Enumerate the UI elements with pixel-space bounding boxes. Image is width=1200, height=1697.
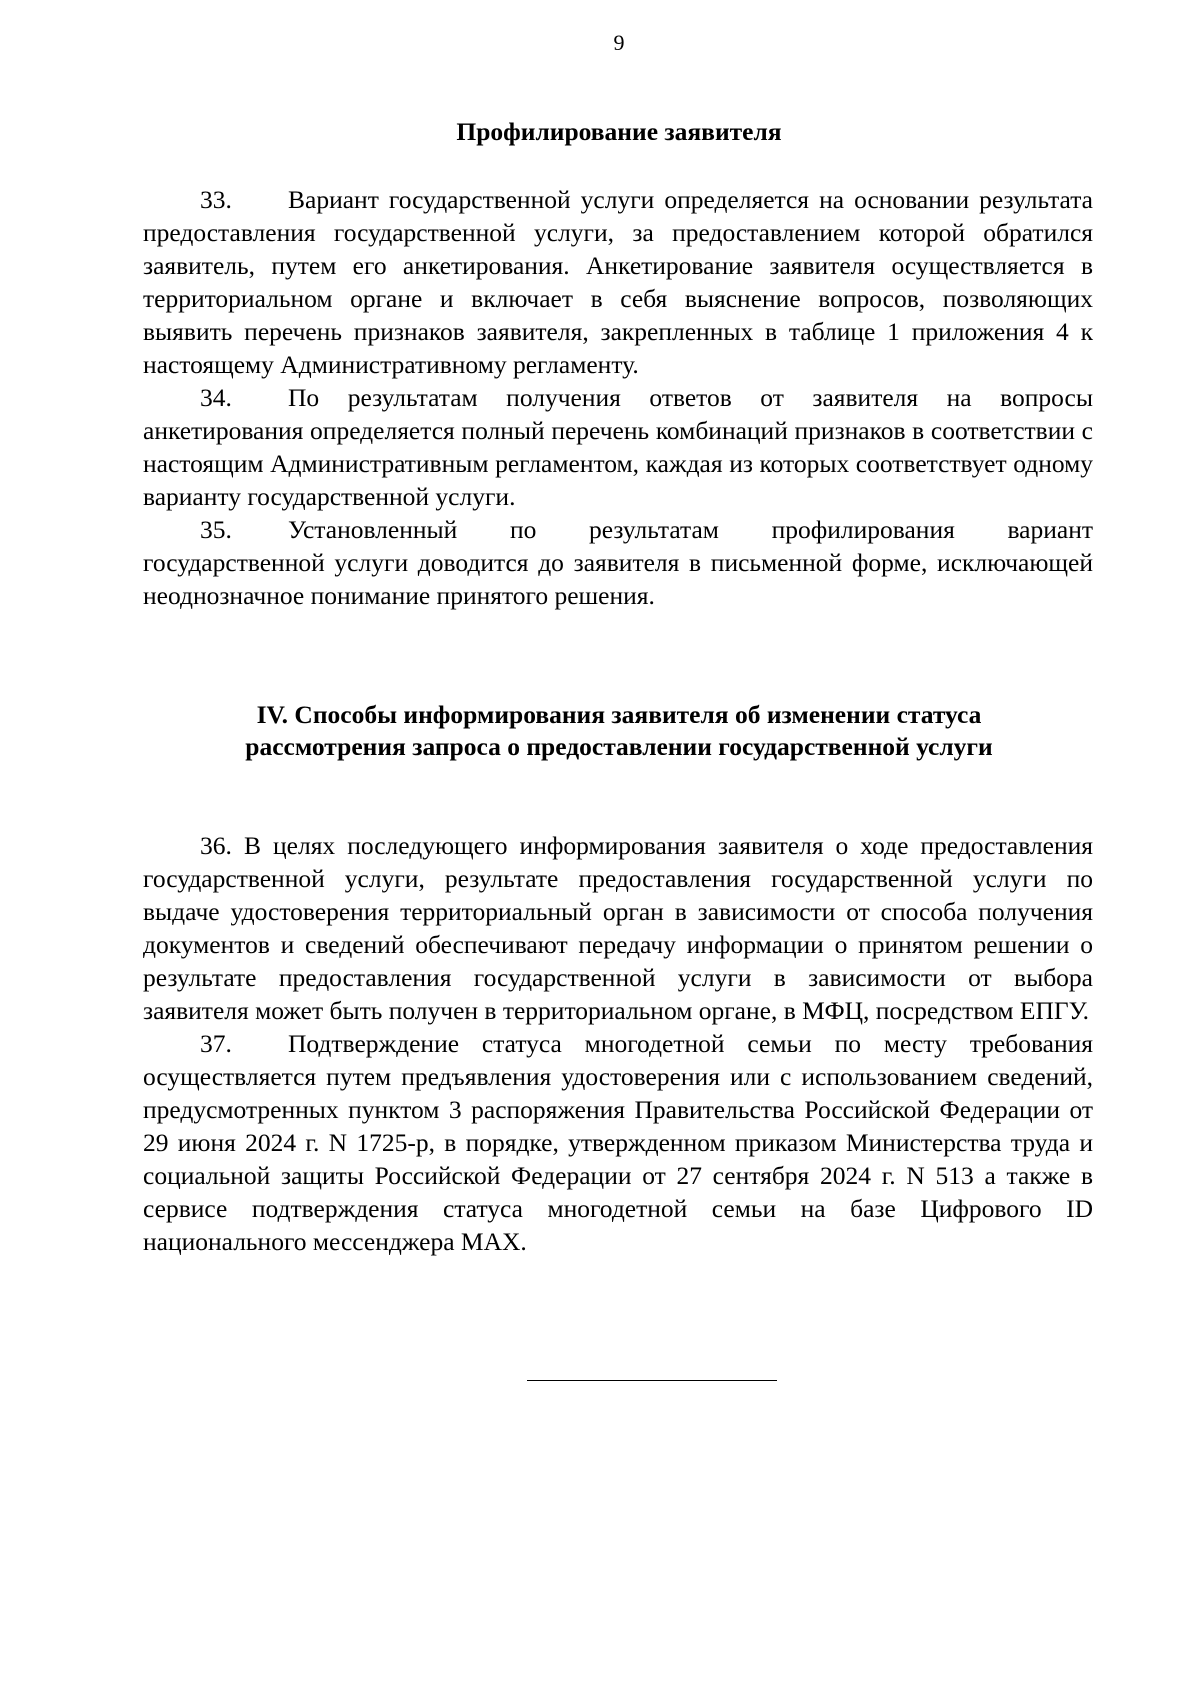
paragraph-35 (143, 513, 1093, 612)
informing-paragraphs (143, 829, 1093, 1258)
paragraph-33 (143, 183, 1093, 381)
paragraph-text: В целях последующего информирования заявителя о ходе предоставления государственной услуги, результате предоставления государственной услуги по выдаче удостоверения территориальный орган в зависимости от способа получения документов и сведений обеспечивают передачу информации о принятом решении о результате предоставления государственной услуги в зависимости от выбора заявителя может быть получен в территориальном органе, в МФЦ, посредством ЕПГУ. (143, 831, 1093, 1025)
paragraph-text: Установленный по результатам профилирования вариант государственной услуги доводится до заявителя в письменной форме, исключающей неоднозначное понимание принятого решения. (143, 515, 1093, 610)
profiling-paragraphs (143, 183, 1093, 612)
paragraph-number: 33. (200, 185, 232, 214)
section-heading-iv-line-1: IV. Способы информирования заявителя об изменении статуса (256, 700, 982, 729)
paragraph-number: 35. (200, 515, 232, 544)
paragraph-34 (143, 381, 1093, 513)
paragraph-text: По результатам получения ответов от заявителя на вопросы анкетирования определяется полный перечень комбинаций признаков в соответствии с настоящим Административным регламентом, каждая из которых соответствует одному варианту государственной услуги. (143, 383, 1093, 511)
page-number: 9 (613, 30, 625, 55)
paragraph-text: Вариант государственной услуги определяется на основании результата предоставления государственной услуги, за предоставлением которой обратился заявитель, путем его анкетирования. Анкетирование заявителя осуществляется в территориальном органе и включает в себя выяснение вопросов, позволяющих выявить перечень признаков заявителя, закрепленных в таблице 1 приложения 4 к настоящему Административному регламенту. (143, 185, 1093, 379)
end-separator-line (527, 1380, 777, 1381)
paragraph-text: Подтверждение статуса многодетной семьи по месту требования осуществляется путем предъявления удостоверения или с использованием сведений, предусмотренных пунктом 3 распоряжения Правительства Российской Федерации от 29 июня 2024 г. N 1725-р, в порядке, утвержденном приказом Министерства труда и социальной защиты Российской Федерации от 27 сентября 2024 г. N 513 а также в сервисе подтверждения статуса многодетной семьи на базе Цифрового ID национального мессенджера MAX. (143, 1029, 1093, 1256)
paragraph-number: 36. (200, 831, 232, 860)
paragraph-37 (143, 1027, 1093, 1258)
section-heading-iv (0, 699, 1200, 763)
section-heading-profiling: Профилирование заявителя (456, 117, 782, 146)
paragraph-36 (143, 829, 1093, 1027)
paragraph-number: 34. (200, 383, 232, 412)
paragraph-number: 37. (200, 1029, 232, 1058)
section-heading-iv-line-2: рассмотрения запроса о предоставлении государственной услуги (245, 732, 993, 761)
